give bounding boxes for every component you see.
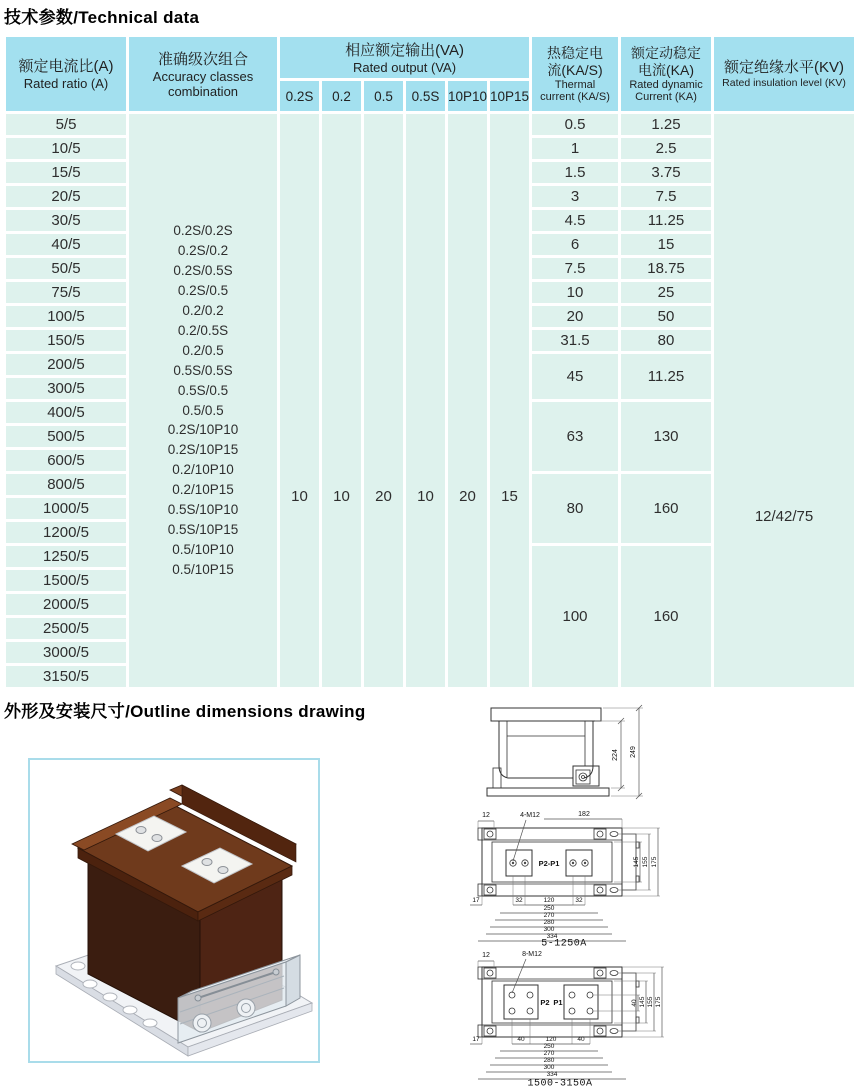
dim-270: 270 [543, 912, 555, 919]
header-accuracy-en2: combination [167, 83, 239, 99]
rated-output-cell [322, 114, 361, 687]
accuracy-combination: 0.2S/10P10 [167, 422, 239, 438]
header-rated-ratio-en: Rated ratio (A) [23, 76, 109, 91]
accuracy-combination: 0.5S/0.5S [173, 362, 233, 378]
dim-155: 155 [647, 996, 654, 1008]
ratio-cell: 1200/5 [6, 522, 126, 543]
thermal-current-cell: 100 [532, 546, 618, 687]
thermal-current-cell: 31.5 [532, 330, 618, 351]
accuracy-combinations-cell [129, 114, 277, 687]
header-dynamic-current [621, 37, 711, 111]
dim-280: 280 [543, 1057, 555, 1064]
header-output-col-0.2S: 0.2S [280, 81, 319, 111]
ratio-cell: 5/5 [6, 114, 126, 135]
thermal-current-cell: 10 [532, 282, 618, 303]
dim-224: 224 [612, 749, 619, 761]
accuracy-combination: 0.5/10P15 [172, 561, 234, 577]
dynamic-current-cell: 25 [621, 282, 711, 303]
dynamic-current-cell: 80 [621, 330, 711, 351]
accuracy-combination: 0.5/0.5 [182, 402, 224, 418]
drawing-label-5-1250A: 5-1250A [541, 938, 587, 946]
ratio-cell: 15/5 [6, 162, 126, 183]
transformer-3d-image [28, 758, 320, 1063]
dynamic-current-cell: 1.25 [621, 114, 711, 135]
header-output-col-10P15: 10P15 [490, 81, 529, 111]
accuracy-combination: 0.2/0.5S [177, 322, 229, 338]
ratio-cell: 20/5 [6, 186, 126, 207]
dim-250: 250 [543, 1043, 555, 1050]
dim-334: 334 [546, 1071, 558, 1078]
dim-249: 249 [630, 746, 637, 758]
dim-12: 12 [482, 952, 490, 959]
dim-8-M12: 8-M12 [522, 951, 542, 958]
dynamic-current-cell: 160 [621, 546, 711, 687]
rated-output-cell [364, 114, 403, 687]
dim-40: 40 [631, 999, 638, 1007]
rated-output-value: 15 [501, 488, 518, 505]
dynamic-current-cell: 11.25 [621, 354, 711, 399]
header-output-col-0.5: 0.5 [364, 81, 403, 111]
rated-output-value: 20 [375, 488, 392, 505]
accuracy-combination: 0.5S/10P10 [167, 502, 239, 518]
thermal-current-cell: 80 [532, 474, 618, 543]
ratio-cell: 400/5 [6, 402, 126, 423]
header-output-col-0.5S: 0.5S [406, 81, 445, 111]
rated-output-value: 20 [459, 488, 476, 505]
thermal-current-cell: 20 [532, 306, 618, 327]
accuracy-combination: 0.2S/0.2 [177, 243, 229, 259]
thermal-current-cell: 6 [532, 234, 618, 255]
header-thermal-current [532, 37, 618, 111]
thermal-current-cell: 45 [532, 354, 618, 399]
table-header [6, 37, 854, 111]
accuracy-combination: 0.2S/0.5S [173, 263, 233, 279]
accuracy-combination: 0.2/10P15 [172, 482, 234, 498]
header-rated-output-group [280, 37, 529, 78]
header-output-col-10P10: 10P10 [448, 81, 487, 111]
ratio-cell: 30/5 [6, 210, 126, 231]
dim-145: 145 [633, 856, 640, 868]
terminal-marking-p2-p1: P2-P1 [538, 859, 560, 868]
dim-334: 334 [546, 933, 558, 940]
dim-40b: 40 [577, 1036, 585, 1043]
accuracy-combination: 0.2S/0.2S [173, 223, 233, 239]
dynamic-current-cell: 11.25 [621, 210, 711, 231]
ratio-cell: 150/5 [6, 330, 126, 351]
ratio-cell: 600/5 [6, 450, 126, 471]
ratio-cell: 3150/5 [6, 666, 126, 687]
top-view-drawing-1500-3150A [468, 947, 672, 1086]
dim-12: 12 [482, 812, 490, 819]
header-accuracy-zh: 准确级次组合 [157, 50, 248, 68]
top-view-drawing-5-1250A [468, 806, 672, 946]
ratio-cell: 50/5 [6, 258, 126, 279]
dynamic-current-cell: 2.5 [621, 138, 711, 159]
ratio-cell: 75/5 [6, 282, 126, 303]
dim-250: 250 [543, 905, 555, 912]
accuracy-combination: 0.2/10P10 [172, 462, 234, 478]
accuracy-combination: 0.2/0.2 [182, 302, 224, 318]
dynamic-current-cell: 130 [621, 402, 711, 471]
dim-32a: 32 [515, 897, 523, 904]
terminal-marking-p1: P1 [553, 998, 563, 1007]
ratio-cell: 100/5 [6, 306, 126, 327]
header-rated-output-zh: 相应额定输出(VA) [345, 41, 464, 59]
thermal-current-cell: 1.5 [532, 162, 618, 183]
dim-155: 155 [642, 856, 649, 868]
dim-280: 280 [543, 919, 555, 926]
thermal-current-cell: 0.5 [532, 114, 618, 135]
dim-120: 120 [545, 1036, 557, 1043]
technical-data-table [3, 34, 857, 690]
thermal-current-cell: 7.5 [532, 258, 618, 279]
ratio-cell: 1250/5 [6, 546, 126, 567]
rated-output-cell [490, 114, 529, 687]
insulation-level-value: 12/42/75 [754, 508, 814, 525]
ratio-cell: 2000/5 [6, 594, 126, 615]
ratio-cell: 10/5 [6, 138, 126, 159]
header-rated-ratio [6, 37, 126, 111]
ratio-cell: 40/5 [6, 234, 126, 255]
dim-300: 300 [543, 1064, 555, 1071]
dim-17: 17 [472, 897, 480, 904]
accuracy-combination: 0.2S/10P15 [167, 442, 239, 458]
dim-175: 175 [651, 856, 658, 868]
ratio-cell: 1500/5 [6, 570, 126, 591]
header-rated-ratio-zh: 额定电流比(A) [18, 58, 114, 75]
accuracy-combination: 0.5S/10P15 [167, 521, 239, 537]
header-thermal-en2: current (KA/S) [540, 91, 610, 103]
header-insulation-zh: 额定绝缘水平(KV) [724, 59, 845, 76]
ratio-cell: 2500/5 [6, 618, 126, 639]
rated-output-cell [406, 114, 445, 687]
side-view-drawing [473, 698, 673, 806]
header-thermal-zh2: 流(KA/S) [547, 61, 603, 78]
ratio-cell: 1000/5 [6, 498, 126, 519]
header-insulation-level [714, 37, 854, 111]
dim-270: 270 [543, 1050, 555, 1057]
dim-182: 182 [578, 811, 590, 818]
dim-32b: 32 [575, 897, 583, 904]
transformer-3d-art [30, 760, 318, 1061]
terminal-marking-p2: P2 [540, 998, 550, 1007]
thermal-current-cell: 63 [532, 402, 618, 471]
thermal-current-cell: 3 [532, 186, 618, 207]
table-body [6, 114, 854, 687]
dynamic-current-cell: 160 [621, 474, 711, 543]
ratio-cell: 200/5 [6, 354, 126, 375]
dynamic-current-cell: 3.75 [621, 162, 711, 183]
ratio-cell: 3000/5 [6, 642, 126, 663]
header-rated-output-en: Rated output (VA) [352, 59, 457, 75]
section-title-technical-data: 技术参数/Technical data [4, 8, 200, 27]
header-thermal-en1: Thermal [554, 78, 596, 91]
header-row-main [6, 37, 854, 78]
thermal-current-cell: 4.5 [532, 210, 618, 231]
dim-300: 300 [543, 926, 555, 933]
header-output-col-0.2: 0.2 [322, 81, 361, 111]
thermal-current-cell: 1 [532, 138, 618, 159]
dim-4-M12: 4-M12 [520, 812, 540, 819]
dynamic-current-cell: 18.75 [621, 258, 711, 279]
header-accuracy [129, 37, 277, 111]
dim-175: 175 [655, 996, 662, 1008]
dim-40a: 40 [517, 1036, 525, 1043]
rated-output-value: 10 [291, 488, 308, 505]
drawing-label-1500-3150A: 1500-3150A [527, 1078, 593, 1086]
dim-120: 120 [543, 897, 555, 904]
header-thermal-zh1: 热稳定电 [547, 44, 604, 61]
insulation-level-cell [714, 114, 854, 687]
dynamic-current-cell: 15 [621, 234, 711, 255]
header-dynamic-zh1: 额定动稳定 [631, 44, 702, 61]
dim-145: 145 [639, 996, 646, 1008]
accuracy-combination: 0.5/10P10 [172, 541, 234, 557]
header-dynamic-zh2: 电流(KA) [638, 61, 695, 78]
ratio-cell: 800/5 [6, 474, 126, 495]
accuracy-combination: 0.2/0.5 [182, 342, 224, 358]
table-row [6, 114, 854, 135]
header-dynamic-en1: Rated dynamic [629, 78, 703, 91]
header-accuracy-en1: Accuracy classes [152, 68, 254, 84]
section-title-outline-dimensions: 外形及安装尺寸/Outline dimensions drawing [4, 702, 366, 721]
dynamic-current-cell: 50 [621, 306, 711, 327]
accuracy-combination: 0.2S/0.5 [177, 283, 229, 299]
rated-output-cell [448, 114, 487, 687]
accuracy-combination: 0.5S/0.5 [177, 382, 229, 398]
dim-17: 17 [472, 1036, 480, 1043]
header-insulation-en: Rated insulation level (KV) [722, 77, 846, 89]
rated-output-cell [280, 114, 319, 687]
ratio-cell: 300/5 [6, 378, 126, 399]
dynamic-current-cell: 7.5 [621, 186, 711, 207]
header-dynamic-en2: Current (KA) [635, 91, 697, 103]
rated-output-value: 10 [333, 488, 350, 505]
rated-output-value: 10 [417, 488, 434, 505]
ratio-cell: 500/5 [6, 426, 126, 447]
